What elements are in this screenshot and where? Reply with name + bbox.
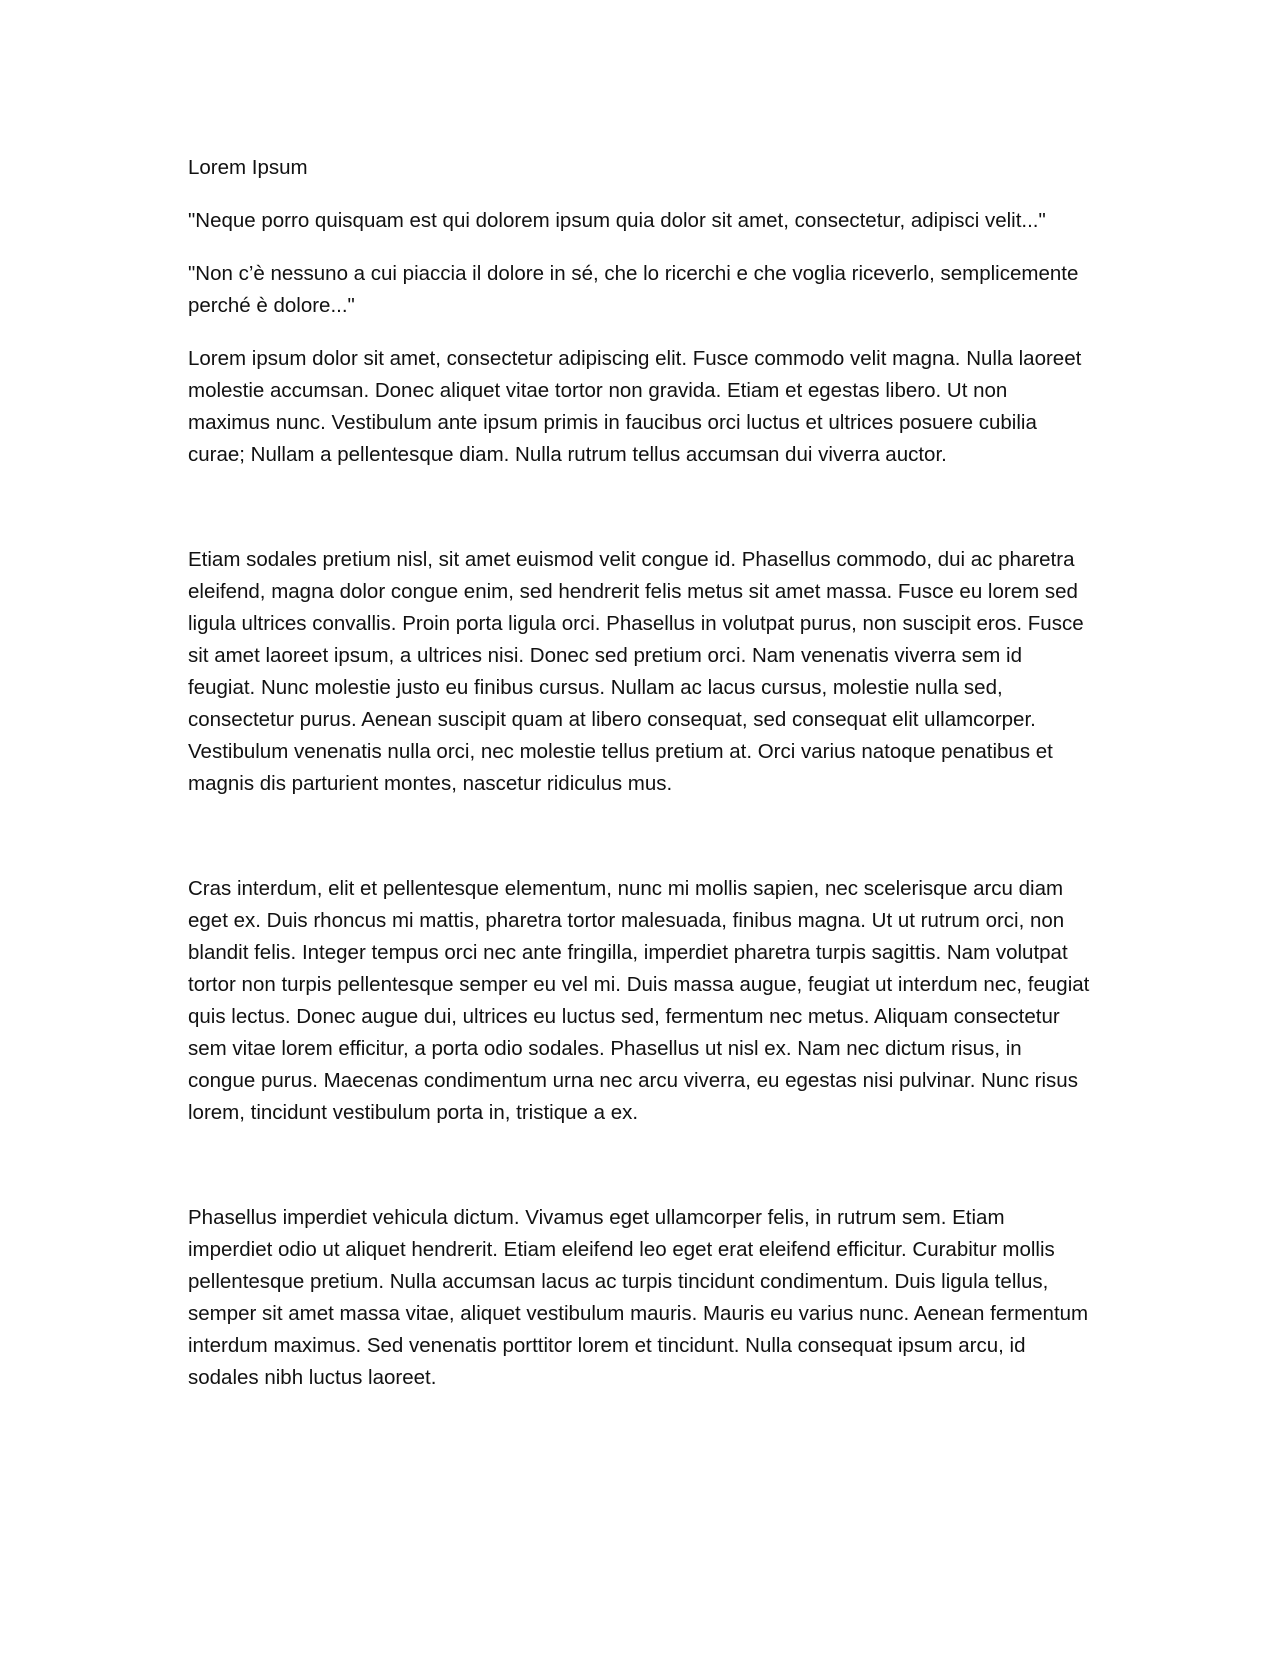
paragraph-2: Etiam sodales pretium nisl, sit amet euismod velit congue id. Phasellus commodo, dui ac pharetra eleifend, magna dolor congue enim, sed hendrerit felis metus sit amet massa. Fusce eu lorem sed ligula ultrices convallis. Proin porta ligula orci. Phasellus in volutpat purus, non suscipit eros. Fusce sit amet laoreet ipsum, a ultrices nisi. Donec sed pretium orci. Nam venenatis viverra sem id feugiat. Nunc molestie justo eu finibus cursus. Nullam ac lacus cursus, molestie nulla sed, consectetur purus. Aenean suscipit quam at libero consequat, sed consequat elit ullamcorper. Vestibulum venenatis nulla orci, nec molestie tellus pretium at. Orci varius natoque penatibus et magnis dis parturient montes, nascetur ridiculus mus.: [188, 548, 1084, 795]
paragraph-1: Lorem ipsum dolor sit amet, consectetur adipiscing elit. Fusce commodo velit magna. Nulla laoreet molestie accumsan. Donec aliquet vitae tortor non gravida. Etiam et egestas libero. Ut non maximus nunc. Vestibulum ante ipsum primis in faucibus orci luctus et ultrices posuere cubilia curae; Nullam a pellentesque diam. Nulla rutrum tellus accumsan dui viverra auctor.: [188, 347, 1082, 466]
document-body: [188, 152, 1093, 1415]
paragraph-4: Phasellus imperdiet vehicula dictum. Vivamus eget ullamcorper felis, in rutrum sem. Etiam imperdiet odio ut aliquet hendrerit. Etiam eleifend leo eget erat eleifend efficitur. Curabitur mollis pellentesque pretium. Nulla accumsan lacus ac turpis tincidunt condimentum. Duis ligula tellus, semper sit amet massa vitae, aliquet vestibulum mauris. Mauris eu varius nunc. Aenean fermentum interdum maximus. Sed venenatis porttitor lorem et tincidunt. Nulla consequat ipsum arcu, id sodales nibh luctus laoreet.: [188, 1206, 1089, 1389]
document-title: Lorem Ipsum: [188, 156, 308, 179]
quote-italian: "Non c’è nessuno a cui piaccia il dolore in sé, che lo ricerchi e che voglia riceverlo, semplicemente perché è dolore...": [188, 262, 1079, 317]
quote-latin: "Neque porro quisquam est qui dolorem ipsum quia dolor sit amet, consectetur, adipisci velit...": [188, 209, 1046, 232]
paragraph-3: Cras interdum, elit et pellentesque elementum, nunc mi mollis sapien, nec scelerisque arcu diam eget ex. Duis rhoncus mi mattis, pharetra tortor malesuada, finibus magna. Ut ut rutrum orci, non blandit felis. Integer tempus orci nec ante fringilla, imperdiet pharetra turpis sagittis. Nam volutpat tortor non turpis pellentesque semper eu vel mi. Duis massa augue, feugiat ut interdum nec, feugiat quis lectus. Donec augue dui, ultrices eu luctus sed, fermentum nec metus. Aliquam consectetur sem vitae lorem efficitur, a porta odio sodales. Phasellus ut nisl ex. Nam nec dictum risus, in congue purus. Maecenas condimentum urna nec arcu viverra, eu egestas nisi pulvinar. Nunc risus lorem, tincidunt vestibulum porta in, tristique a ex.: [188, 877, 1090, 1124]
